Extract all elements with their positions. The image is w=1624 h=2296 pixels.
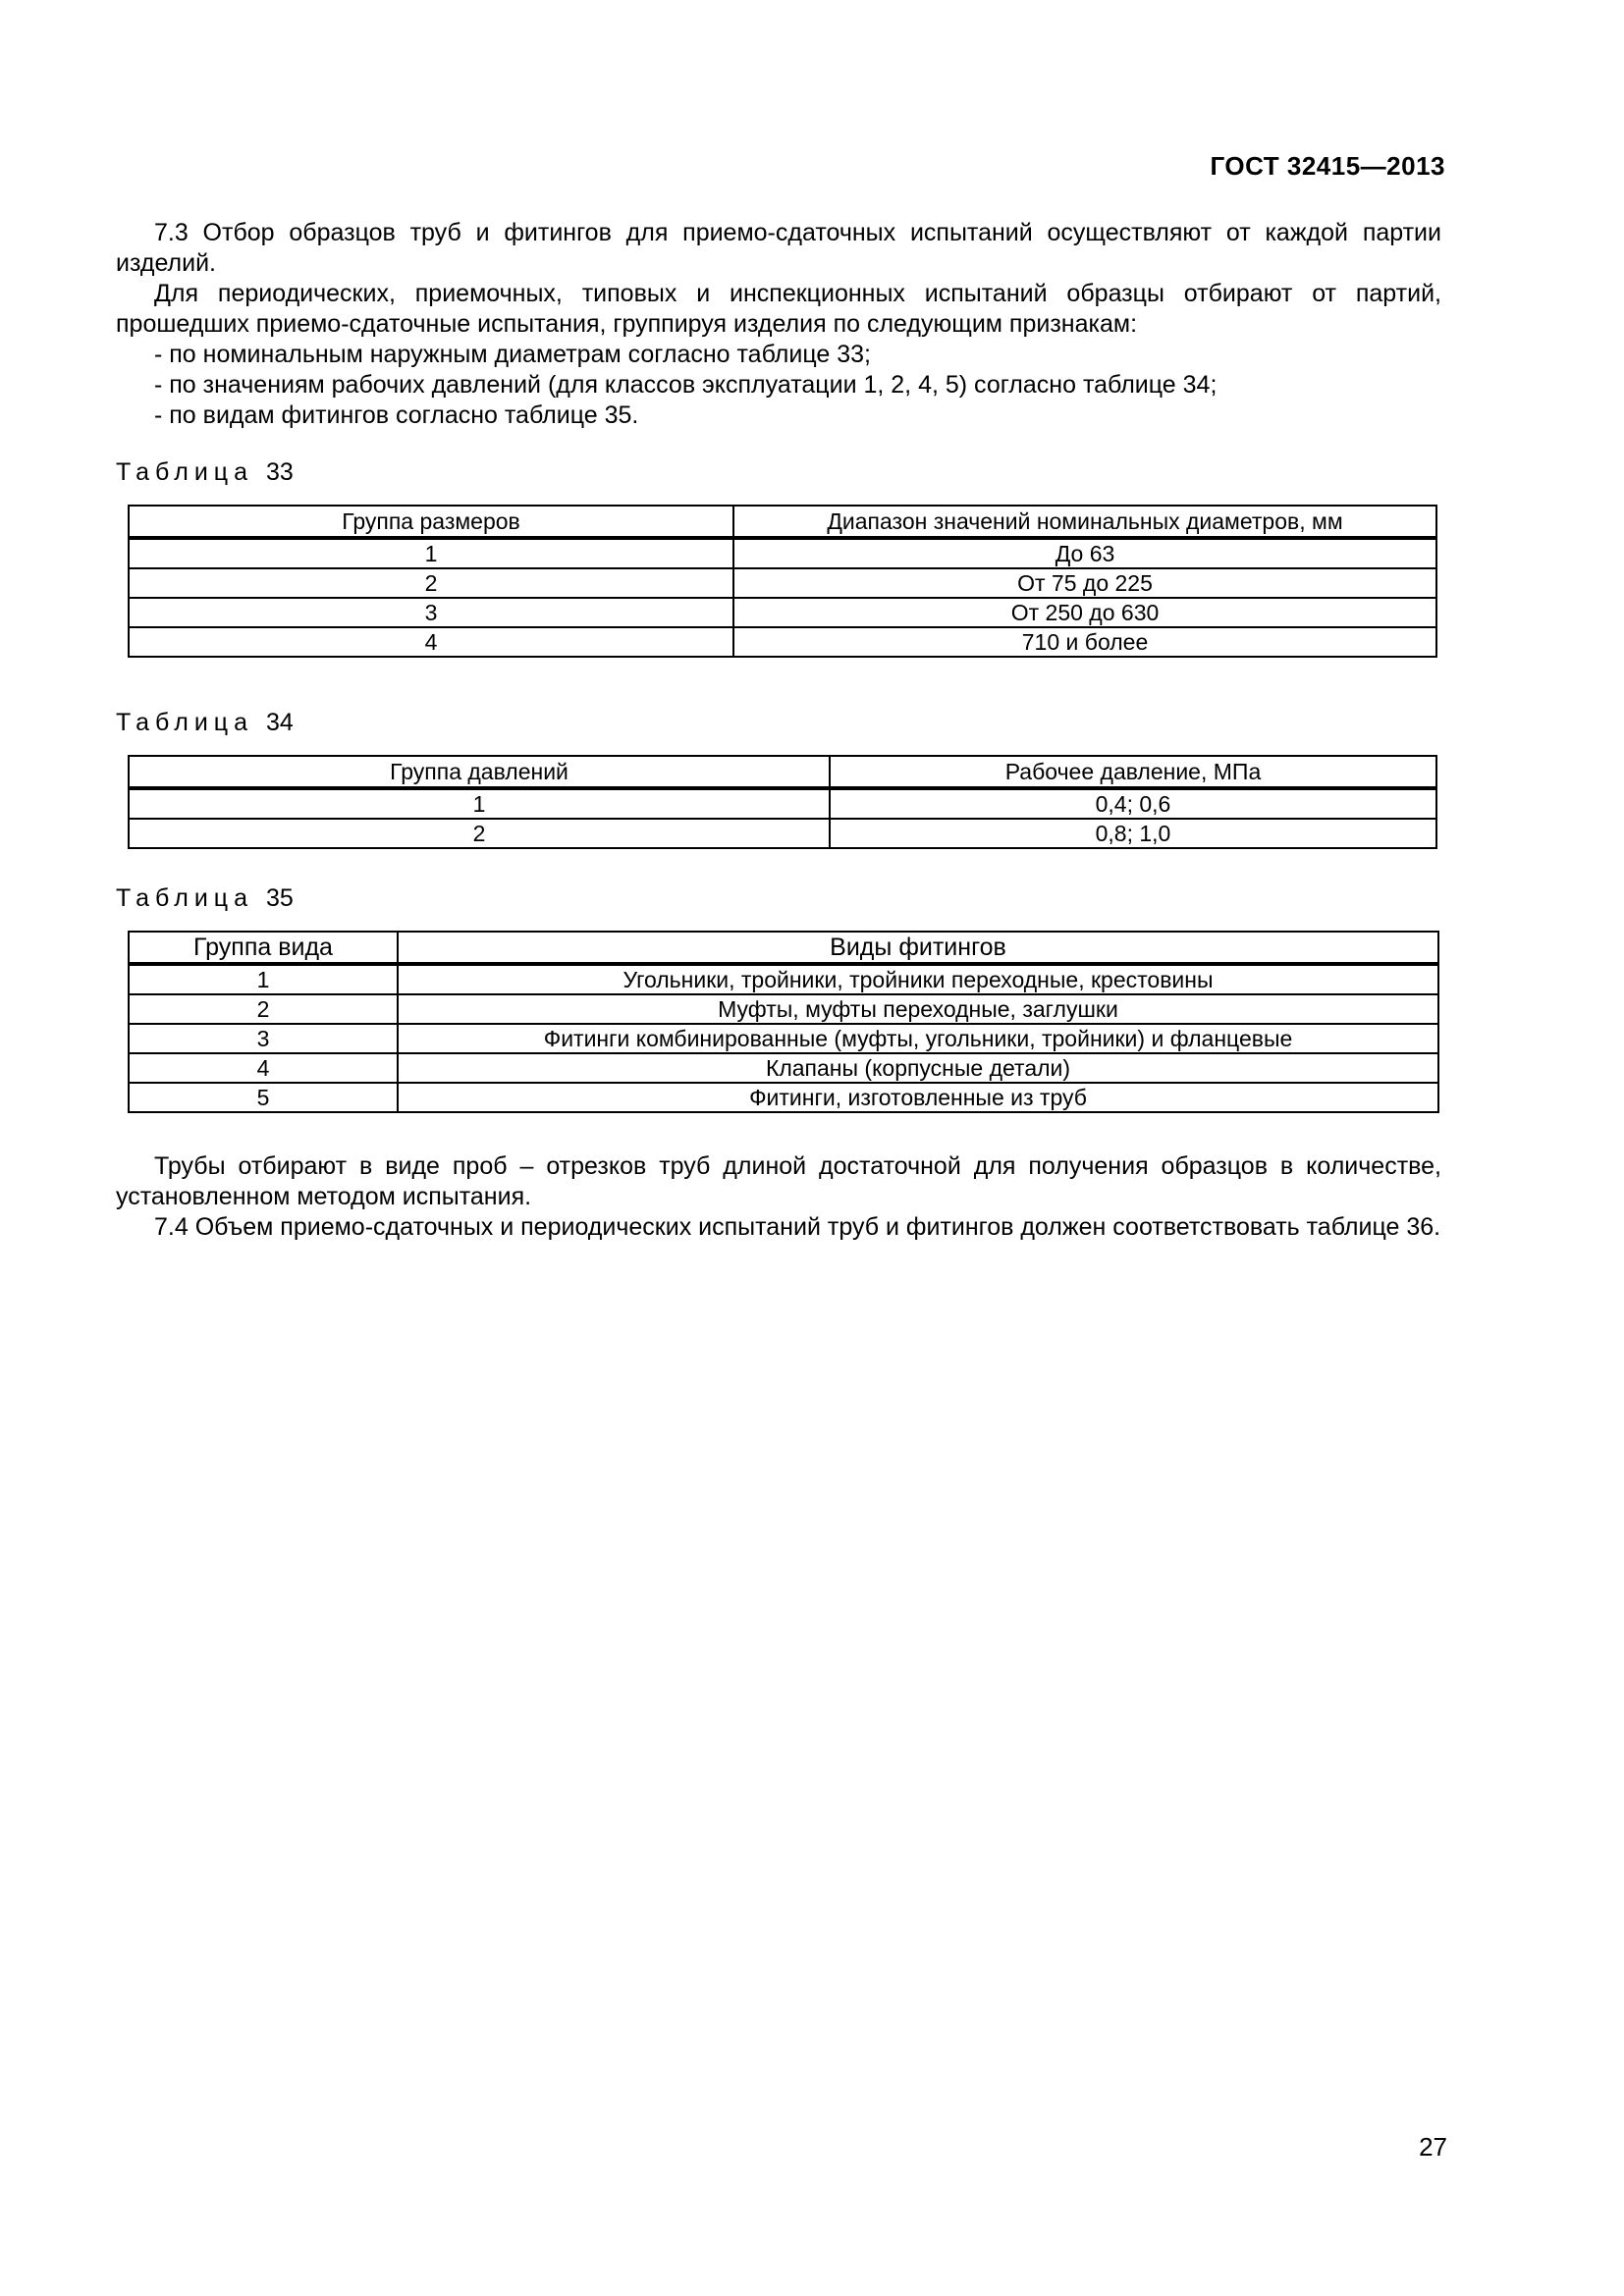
table-35-caption	[116, 884, 294, 913]
list-item-fittings: - по видам фитингов согласно таблице 35.	[154, 401, 639, 429]
table-34-header-row	[129, 756, 1436, 788]
table-cell: 1	[129, 964, 398, 994]
table-35	[128, 931, 1439, 1113]
table-35-header-row	[129, 932, 1438, 964]
table-33-caption-word: Таблица	[116, 458, 254, 486]
paragraph-7-3: 7.3 Отбор образцов труб и фитингов для приемо-сдаточных испытаний осуществляют от каждой партии изделий.	[116, 219, 1441, 277]
table-row	[129, 1083, 1438, 1112]
table-33-caption	[116, 458, 294, 487]
table-cell: 0,4; 0,6	[830, 788, 1436, 819]
table-cell: 2	[129, 819, 830, 848]
paragraph-periodic-tests: Для периодических, приемочных, типовых и инспекционных испытаний образцы отбирают от партий, прошедших приемо-сдаточные испытания, группируя изделия по следующим признакам:	[116, 280, 1441, 338]
table-row	[129, 1024, 1438, 1053]
table-cell: 4	[129, 1053, 398, 1083]
table-cell: 1	[129, 538, 733, 568]
list-item-diameters: - по номинальным наружным диаметрам согласно таблице 33;	[154, 341, 871, 368]
table-33-header-row	[129, 506, 1436, 538]
table-35-caption-number: 35	[265, 884, 294, 912]
table-row	[129, 627, 1436, 657]
document-standard-header: ГОСТ 32415—2013	[1210, 151, 1445, 181]
table-cell: До 63	[733, 538, 1436, 568]
table-row	[129, 994, 1438, 1024]
table-row	[129, 1053, 1438, 1083]
table-cell: Угольники, тройники, тройники переходные, крестовины	[398, 964, 1438, 994]
table-cell: От 250 до 630	[733, 598, 1436, 627]
table-35-header-fitting-types: Виды фитингов	[398, 932, 1438, 964]
table-cell: 0,8; 1,0	[830, 819, 1436, 848]
table-35-header-type-group: Группа вида	[129, 932, 398, 964]
table-33	[128, 505, 1437, 658]
table-row	[129, 568, 1436, 598]
table-cell: Фитинги комбинированные (муфты, угольники, тройники) и фланцевые	[398, 1024, 1438, 1053]
table-cell: 5	[129, 1083, 398, 1112]
table-34-caption	[116, 709, 294, 737]
table-cell: 2	[129, 994, 398, 1024]
table-row	[129, 538, 1436, 568]
table-cell: 710 и более	[733, 627, 1436, 657]
table-cell: Муфты, муфты переходные, заглушки	[398, 994, 1438, 1024]
outro-section	[116, 1151, 1441, 1243]
intro-section	[116, 218, 1441, 431]
table-row	[129, 819, 1436, 848]
table-cell: Клапаны (корпусные детали)	[398, 1053, 1438, 1083]
table-cell: Фитинги, изготовленные из труб	[398, 1083, 1438, 1112]
table-row	[129, 964, 1438, 994]
paragraph-7-4: 7.4 Объем приемо-сдаточных и периодических испытаний труб и фитингов должен соответствовать таблице 36.	[154, 1213, 1441, 1241]
table-34-caption-number: 34	[265, 709, 294, 736]
table-row	[129, 598, 1436, 627]
table-33-caption-number: 33	[265, 458, 294, 486]
table-33-header-size-group: Группа размеров	[129, 506, 733, 538]
table-33-header-diameter-range: Диапазон значений номинальных диаметров, мм	[733, 506, 1436, 538]
paragraph-pipe-samples: Трубы отбирают в виде проб – отрезков труб длиной достаточной для получения образцов в количестве, установленном методом испытания.	[116, 1152, 1441, 1210]
page-number: 27	[1419, 2132, 1447, 2162]
table-34-header-working-pressure: Рабочее давление, МПа	[830, 756, 1436, 788]
table-cell: 3	[129, 598, 733, 627]
table-34-caption-word: Таблица	[116, 709, 254, 736]
table-34	[128, 755, 1437, 849]
table-34-header-pressure-group: Группа давлений	[129, 756, 830, 788]
table-35-caption-word: Таблица	[116, 884, 254, 912]
table-cell: От 75 до 225	[733, 568, 1436, 598]
table-cell: 1	[129, 788, 830, 819]
table-row	[129, 788, 1436, 819]
table-cell: 4	[129, 627, 733, 657]
table-cell: 2	[129, 568, 733, 598]
table-cell: 3	[129, 1024, 398, 1053]
list-item-pressures: - по значениям рабочих давлений (для классов эксплуатации 1, 2, 4, 5) согласно таблице 34;	[154, 371, 1218, 399]
